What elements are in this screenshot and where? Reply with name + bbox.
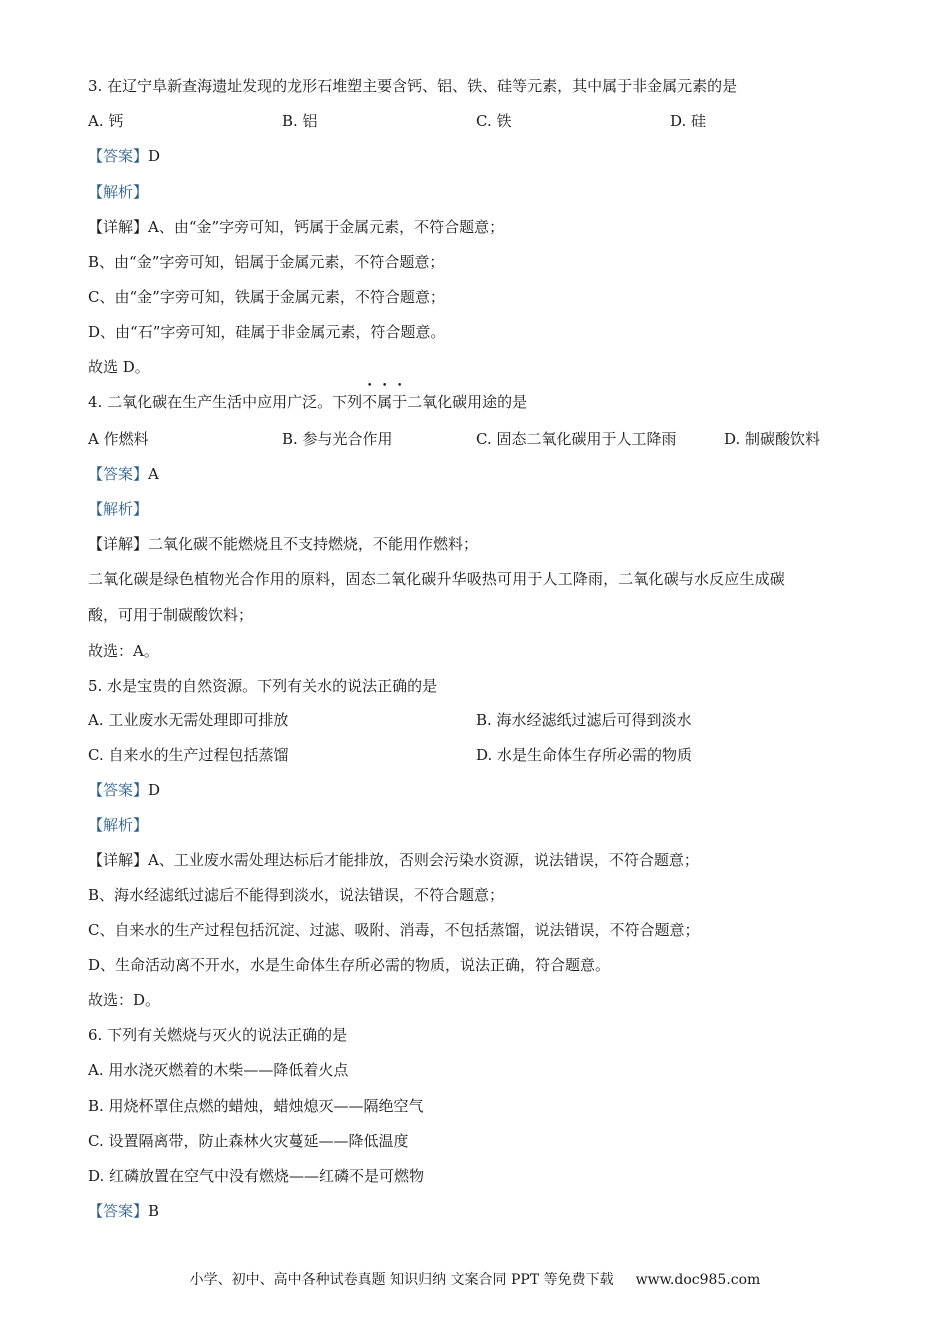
answer-value: D xyxy=(148,781,161,799)
q5-option-b: B. 海水经滤纸过滤后可得到淡水 xyxy=(476,711,692,729)
q4-stem xyxy=(88,392,527,412)
q3-detail-line: C、由“金”字旁可知，铁属于金属元素，不符合题意； xyxy=(88,288,445,306)
answer-tag: 【答案】 xyxy=(88,1202,149,1220)
footer-text: 小学、初中、高中各种试卷真题 知识归纳 文案合同 PPT 等免费下载 xyxy=(189,1272,614,1288)
detail-text: A、由“金”字旁可知，钙属于金属元素，不符合题意； xyxy=(148,218,505,236)
q4-detail-line: 酸，可用于制碳酸饮料； xyxy=(88,606,254,624)
q3-option-a: A. 钙 xyxy=(88,112,124,130)
detail-text: 二氧化碳不能燃烧且不支持燃烧，不能用作燃料； xyxy=(148,535,479,553)
q4-analysis-tag: 【解析】 xyxy=(88,500,149,518)
q4-option-b: B. 参与光合作用 xyxy=(282,430,393,448)
q5-option-c: C. 自来水的生产过程包括蒸馏 xyxy=(88,746,289,764)
q3-detail-line: D、由“石”字旁可知，硅属于非金属元素，符合题意。 xyxy=(88,323,446,341)
answer-tag: 【答案】 xyxy=(88,781,149,799)
answer-tag: 【答案】 xyxy=(88,147,149,165)
q5-detail-line: D、生命活动离不开水，水是生命体生存所必需的物质，说法正确，符合题意。 xyxy=(88,956,611,974)
q3-analysis-tag: 【解析】 xyxy=(88,183,149,201)
emphasis-char: 不 xyxy=(362,393,378,411)
answer-value: D xyxy=(148,147,161,165)
footer-site-link[interactable]: www.doc985.com xyxy=(635,1272,761,1288)
detail-tag: 【详解】 xyxy=(88,851,149,869)
q4-option-c: C. 固态二氧化碳用于人工降雨 xyxy=(476,430,677,448)
q4-stem-after: 二氧化碳用途的是 xyxy=(407,393,528,411)
page-footer xyxy=(0,1270,950,1290)
q5-detail-line: B、海水经滤纸过滤后不能得到淡水，说法错误，不符合题意； xyxy=(88,886,505,904)
q3-option-b: B. 铝 xyxy=(282,112,318,130)
q5-detail-line xyxy=(88,850,699,870)
emphasis-char: 于 xyxy=(392,393,408,411)
q6-stem: 6. 下列有关燃烧与灭火的说法正确的是 xyxy=(88,1026,348,1044)
q5-option-a: A. 工业废水无需处理即可排放 xyxy=(88,711,289,729)
q5-conclusion: 故选：D。 xyxy=(88,991,161,1009)
q5-analysis-tag: 【解析】 xyxy=(88,816,149,834)
detail-text: A、工业废水需处理达标后才能排放，否则会污染水资源，说法错误，不符合题意； xyxy=(148,851,699,869)
q6-option-c: C. 设置隔离带，防止森林火灾蔓延——降低温度 xyxy=(88,1132,409,1150)
q5-detail-line: C、自来水的生产过程包括沉淀、过滤、吸附、消毒，不包括蒸馏，说法错误，不符合题意； xyxy=(88,921,700,939)
q5-answer xyxy=(88,780,160,800)
q5-option-d: D. 水是生命体生存所必需的物质 xyxy=(476,746,693,764)
answer-tag: 【答案】 xyxy=(88,465,149,483)
q3-conclusion: 故选 D。 xyxy=(88,358,150,376)
q4-answer xyxy=(88,464,159,484)
q3-detail-line xyxy=(88,217,504,237)
q6-option-a: A. 用水浇灭燃着的木柴——降低着火点 xyxy=(88,1061,349,1079)
detail-tag: 【详解】 xyxy=(88,218,149,236)
q4-detail-line: 二氧化碳是绿色植物光合作用的原料，固态二氧化碳升华吸热可用于人工降雨，二氧化碳与水反应生成碳 xyxy=(88,570,785,588)
q3-detail-line: B、由“金”字旁可知，铝属于金属元素，不符合题意； xyxy=(88,253,445,271)
q3-answer xyxy=(88,146,160,166)
answer-value: B xyxy=(148,1202,160,1220)
q3-option-c: C. 铁 xyxy=(476,112,512,130)
q5-stem: 5. 水是宝贵的自然资源。下列有关水的说法正确的是 xyxy=(88,677,438,695)
q6-option-d: D. 红磷放置在空气中没有燃烧——红磷不是可燃物 xyxy=(88,1167,425,1185)
q4-option-d: D. 制碳酸饮料 xyxy=(724,430,821,448)
q4-stem-before: 4. 二氧化碳在生产生活中应用广泛。下列 xyxy=(88,393,363,411)
q4-detail-line xyxy=(88,534,478,554)
q6-answer xyxy=(88,1201,159,1221)
emphasis-char: 属 xyxy=(377,393,393,411)
q6-option-b: B. 用烧杯罩住点燃的蜡烛，蜡烛熄灭——隔绝空气 xyxy=(88,1097,424,1115)
q3-option-d: D. 硅 xyxy=(670,112,707,130)
answer-value: A xyxy=(148,465,159,483)
q4-conclusion: 故选：A。 xyxy=(88,642,159,660)
q4-emphasis xyxy=(362,393,407,411)
detail-tag: 【详解】 xyxy=(88,535,149,553)
q4-option-a: A 作燃料 xyxy=(88,430,149,448)
q3-stem: 3. 在辽宁阜新查海遗址发现的龙形石堆塑主要含钙、铝、铁、硅等元素，其中属于非金属元素的是 xyxy=(88,77,738,95)
